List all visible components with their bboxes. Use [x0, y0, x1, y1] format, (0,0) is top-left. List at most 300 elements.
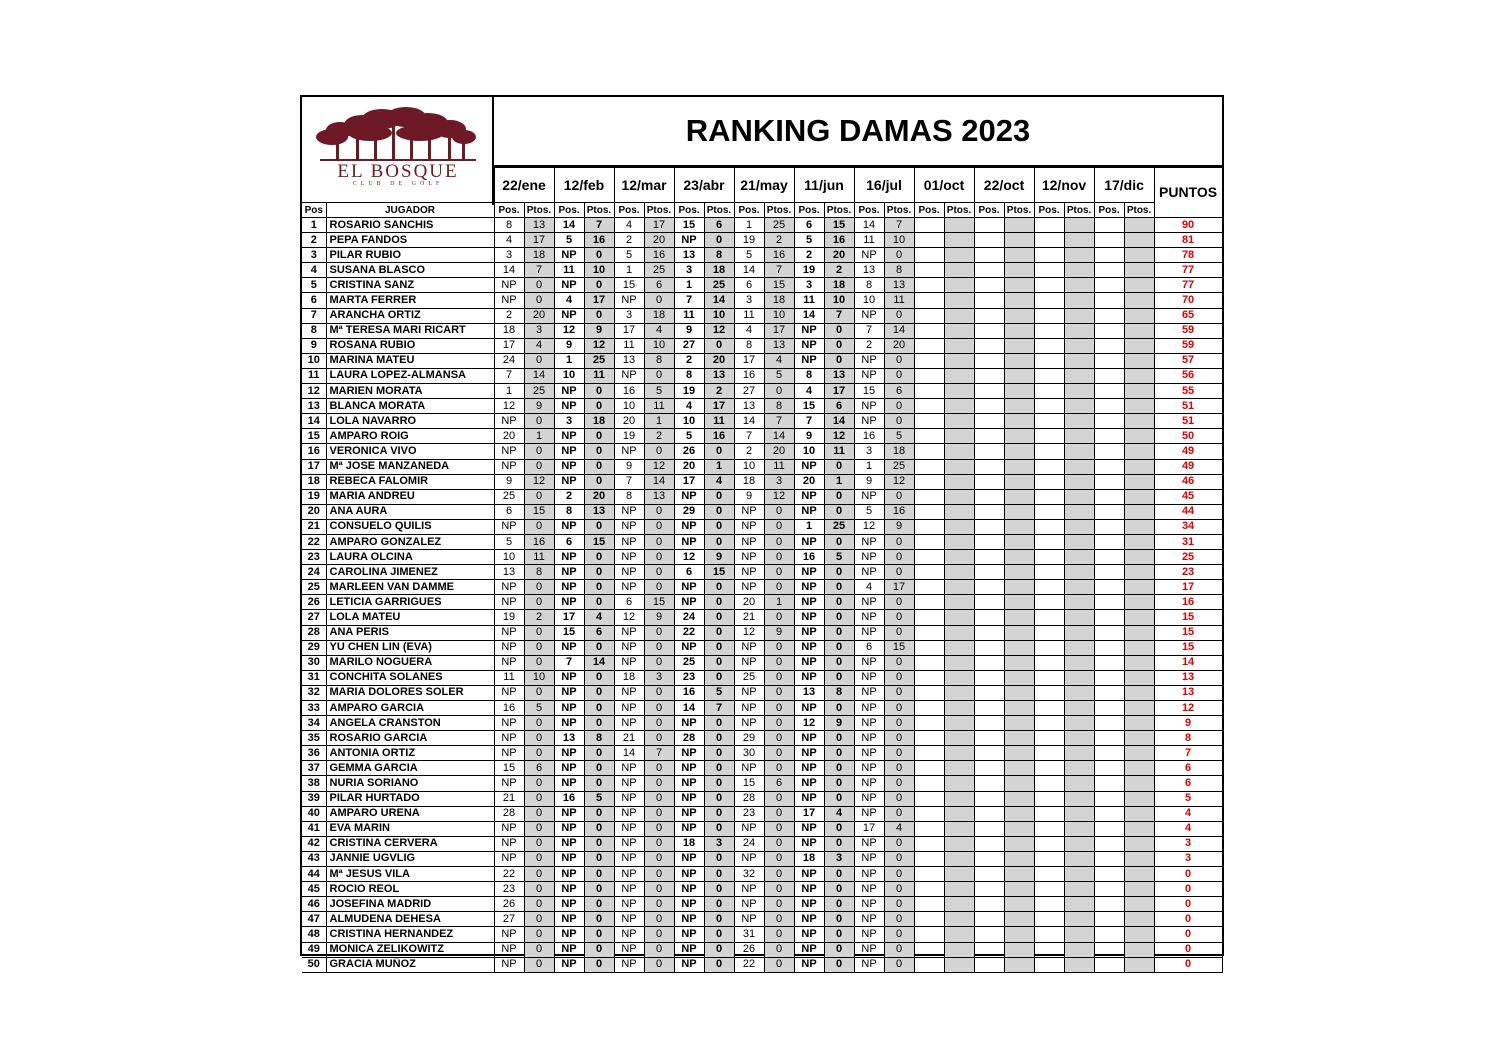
event-points-cell: 0 [704, 806, 734, 821]
event-position-cell [1094, 474, 1124, 489]
event-points-cell [1064, 233, 1094, 248]
event-points-cell: 0 [824, 580, 854, 595]
event-points-cell: 0 [584, 459, 614, 474]
event-position-cell [974, 867, 1004, 882]
event-position-cell [1094, 851, 1124, 866]
event-points-cell: 0 [644, 534, 674, 549]
event-points-cell: 15 [704, 565, 734, 580]
sub-points-header: Ptos. [944, 203, 974, 218]
event-points-cell: 0 [584, 957, 614, 972]
event-points-cell [1064, 897, 1094, 912]
event-position-cell: NP [494, 731, 524, 746]
event-position-cell [1034, 806, 1064, 821]
event-position-cell [974, 308, 1004, 323]
event-points-cell [1064, 912, 1094, 927]
table-row [302, 429, 1222, 444]
total-points: 23 [1154, 565, 1222, 580]
event-points-cell: 6 [764, 776, 794, 791]
event-position-cell: NP [554, 867, 584, 882]
event-points-cell: 1 [764, 595, 794, 610]
event-points-cell [1064, 384, 1094, 399]
event-position-cell: 6 [854, 640, 884, 655]
event-position-cell [1094, 368, 1124, 383]
event-position-cell [914, 897, 944, 912]
event-points-cell [1004, 670, 1034, 685]
event-points-cell: 0 [704, 444, 734, 459]
player-name: CRISTINA SANZ [326, 278, 494, 293]
event-position-cell: NP [794, 746, 824, 761]
player-name: MARILO NOGUERA [326, 655, 494, 670]
event-position-cell [914, 640, 944, 655]
event-position-cell: NP [614, 701, 644, 716]
event-points-cell: 11 [824, 444, 854, 459]
event-points-cell: 0 [644, 731, 674, 746]
event-position-cell [1034, 836, 1064, 851]
event-points-cell: 16 [524, 534, 554, 549]
rank-position: 36 [302, 746, 326, 761]
event-points-cell: 0 [824, 912, 854, 927]
event-points-cell [944, 882, 974, 897]
event-position-cell [1094, 414, 1124, 429]
event-position-cell: 1 [554, 353, 584, 368]
event-points-cell: 11 [884, 293, 914, 308]
event-position-cell: 17 [494, 338, 524, 353]
event-position-cell [1094, 746, 1124, 761]
event-position-cell [974, 459, 1004, 474]
event-position-cell: NP [734, 897, 764, 912]
event-points-cell: 0 [764, 942, 794, 957]
sub-points-header: Ptos. [1004, 203, 1034, 218]
event-position-cell: NP [854, 701, 884, 716]
event-position-cell: NP [494, 580, 524, 595]
event-points-cell: 0 [704, 851, 734, 866]
event-points-cell: 0 [764, 550, 794, 565]
player-name: MARLEEN VAN DAMME [326, 580, 494, 595]
event-points-cell: 0 [824, 534, 854, 549]
event-points-cell [944, 293, 974, 308]
event-points-cell: 0 [884, 625, 914, 640]
event-points-cell: 0 [584, 580, 614, 595]
event-position-cell: 15 [734, 776, 764, 791]
event-position-cell [1094, 897, 1124, 912]
event-position-cell: 16 [494, 701, 524, 716]
sub-position-header: Pos. [854, 203, 884, 218]
total-points: 13 [1154, 670, 1222, 685]
total-points: 49 [1154, 459, 1222, 474]
event-points-cell: 16 [824, 233, 854, 248]
event-points-cell: 0 [704, 504, 734, 519]
event-position-cell: 3 [494, 248, 524, 263]
event-points-cell [1124, 701, 1154, 716]
player-name: REBECA FALOMIR [326, 474, 494, 489]
event-points-cell: 0 [524, 459, 554, 474]
event-position-cell: NP [794, 595, 824, 610]
event-points-cell: 11 [584, 368, 614, 383]
event-position-cell: 14 [794, 308, 824, 323]
event-position-cell: 29 [734, 731, 764, 746]
event-position-cell: 28 [494, 806, 524, 821]
player-name: EVA MARIN [326, 821, 494, 836]
total-points: 0 [1154, 882, 1222, 897]
event-points-cell [1064, 927, 1094, 942]
event-position-cell [974, 248, 1004, 263]
event-position-cell: NP [854, 912, 884, 927]
event-points-cell [1004, 323, 1034, 338]
event-position-cell: NP [794, 353, 824, 368]
total-points: 51 [1154, 399, 1222, 414]
total-points: 0 [1154, 897, 1222, 912]
tournament-date-header: 12/feb [554, 168, 614, 203]
event-points-cell: 0 [704, 534, 734, 549]
event-position-cell: NP [554, 882, 584, 897]
total-points: 16 [1154, 595, 1222, 610]
event-position-cell [974, 595, 1004, 610]
event-points-cell [1064, 534, 1094, 549]
event-points-cell [1064, 625, 1094, 640]
event-points-cell [944, 308, 974, 323]
event-position-cell: NP [554, 821, 584, 836]
event-position-cell: 7 [494, 368, 524, 383]
event-position-cell: NP [794, 731, 824, 746]
player-name: LAURA OLCINA [326, 550, 494, 565]
event-points-cell [1004, 927, 1034, 942]
event-position-cell [974, 263, 1004, 278]
event-points-cell [1124, 655, 1154, 670]
event-points-cell: 3 [524, 323, 554, 338]
event-position-cell: NP [614, 957, 644, 972]
rank-position: 11 [302, 368, 326, 383]
event-position-cell: 8 [614, 489, 644, 504]
event-points-cell: 0 [644, 565, 674, 580]
total-points: 7 [1154, 746, 1222, 761]
event-position-cell: 23 [734, 806, 764, 821]
event-position-cell: 10 [854, 293, 884, 308]
event-points-cell: 7 [704, 701, 734, 716]
event-position-cell: NP [674, 489, 704, 504]
player-name: LAURA LOPEZ-ALMANSA [326, 368, 494, 383]
event-points-cell: 9 [704, 550, 734, 565]
event-position-cell: 10 [554, 368, 584, 383]
total-points: 6 [1154, 776, 1222, 791]
rank-position: 2 [302, 233, 326, 248]
event-points-cell: 0 [524, 957, 554, 972]
event-position-cell: NP [614, 580, 644, 595]
event-points-cell: 0 [584, 444, 614, 459]
table-row [302, 701, 1222, 716]
event-points-cell [944, 368, 974, 383]
event-points-cell: 5 [764, 368, 794, 383]
event-points-cell: 0 [824, 338, 854, 353]
event-points-cell: 0 [884, 399, 914, 414]
event-position-cell: NP [854, 867, 884, 882]
event-position-cell [914, 565, 944, 580]
player-header: JUGADOR [326, 203, 494, 218]
event-position-cell [1034, 248, 1064, 263]
event-position-cell [1094, 761, 1124, 776]
event-position-cell: NP [674, 595, 704, 610]
event-position-cell: NP [794, 610, 824, 625]
player-name: Mª JOSE MANZANEDA [326, 459, 494, 474]
event-points-cell: 0 [704, 912, 734, 927]
rank-position: 34 [302, 716, 326, 731]
event-points-cell [1004, 459, 1034, 474]
event-position-cell: 17 [854, 821, 884, 836]
event-points-cell: 0 [704, 897, 734, 912]
event-points-cell: 18 [584, 414, 614, 429]
event-position-cell: NP [554, 685, 584, 700]
player-name: GEMMA GARCIA [326, 761, 494, 776]
event-points-cell: 17 [704, 399, 734, 414]
event-points-cell [1064, 882, 1094, 897]
event-position-cell [914, 338, 944, 353]
event-points-cell [1124, 836, 1154, 851]
event-points-cell: 17 [884, 580, 914, 595]
total-points: 56 [1154, 368, 1222, 383]
event-position-cell [1034, 670, 1064, 685]
event-position-cell [974, 610, 1004, 625]
event-position-cell: NP [674, 897, 704, 912]
event-position-cell: 7 [794, 414, 824, 429]
event-position-cell: NP [554, 897, 584, 912]
event-points-cell: 0 [644, 761, 674, 776]
event-points-cell: 0 [884, 308, 914, 323]
event-points-cell [944, 731, 974, 746]
event-position-cell [1094, 867, 1124, 882]
event-position-cell: NP [794, 655, 824, 670]
event-position-cell [1034, 278, 1064, 293]
event-position-cell: NP [554, 308, 584, 323]
event-points-cell: 4 [884, 821, 914, 836]
event-position-cell: 16 [674, 685, 704, 700]
event-position-cell: NP [614, 444, 644, 459]
event-points-cell: 0 [824, 746, 854, 761]
event-points-cell: 20 [764, 444, 794, 459]
event-position-cell: 9 [734, 489, 764, 504]
event-position-cell: NP [854, 308, 884, 323]
event-position-cell [1094, 640, 1124, 655]
event-position-cell [974, 580, 1004, 595]
event-points-cell: 0 [524, 489, 554, 504]
event-position-cell [914, 218, 944, 233]
event-position-cell: 11 [794, 293, 824, 308]
event-points-cell: 17 [524, 233, 554, 248]
event-position-cell: NP [614, 882, 644, 897]
event-points-cell: 0 [824, 836, 854, 851]
event-points-cell: 0 [704, 927, 734, 942]
event-points-cell [944, 534, 974, 549]
event-position-cell: NP [494, 655, 524, 670]
total-points: 4 [1154, 821, 1222, 836]
event-points-cell: 16 [644, 248, 674, 263]
rank-position: 9 [302, 338, 326, 353]
event-position-cell: 2 [614, 233, 644, 248]
event-points-cell: 0 [884, 655, 914, 670]
event-points-cell: 8 [824, 685, 854, 700]
event-points-cell: 0 [524, 716, 554, 731]
rank-position: 26 [302, 595, 326, 610]
event-position-cell: NP [674, 867, 704, 882]
event-position-cell [914, 368, 944, 383]
event-points-cell: 0 [704, 776, 734, 791]
event-points-cell [1064, 323, 1094, 338]
event-position-cell: NP [554, 851, 584, 866]
event-points-cell: 12 [584, 338, 614, 353]
event-points-cell: 25 [764, 218, 794, 233]
event-points-cell: 0 [824, 957, 854, 972]
event-points-cell: 0 [884, 716, 914, 731]
table-row [302, 278, 1222, 293]
event-points-cell: 0 [704, 761, 734, 776]
event-points-cell: 0 [644, 912, 674, 927]
event-position-cell: 4 [794, 384, 824, 399]
sub-position-header: Pos. [734, 203, 764, 218]
event-position-cell: NP [854, 882, 884, 897]
sub-position-header: Pos. [614, 203, 644, 218]
event-position-cell: NP [734, 640, 764, 655]
event-position-cell: 28 [734, 791, 764, 806]
event-points-cell: 0 [704, 580, 734, 595]
event-position-cell: NP [674, 534, 704, 549]
event-position-cell: NP [854, 625, 884, 640]
event-points-cell: 25 [524, 384, 554, 399]
event-position-cell: NP [674, 957, 704, 972]
event-position-cell: NP [794, 489, 824, 504]
event-position-cell: 4 [674, 399, 704, 414]
event-points-cell [1064, 414, 1094, 429]
player-name: ANGELA CRANSTON [326, 716, 494, 731]
event-position-cell: NP [494, 625, 524, 640]
event-position-cell: 15 [854, 384, 884, 399]
event-position-cell [914, 957, 944, 972]
event-position-cell: NP [614, 550, 644, 565]
event-points-cell: 0 [704, 338, 734, 353]
event-position-cell [914, 655, 944, 670]
event-points-cell: 0 [644, 867, 674, 882]
event-points-cell: 18 [644, 308, 674, 323]
rank-position: 25 [302, 580, 326, 595]
event-position-cell: 23 [494, 882, 524, 897]
event-points-cell: 0 [884, 942, 914, 957]
event-points-cell [1004, 685, 1034, 700]
event-points-cell [1004, 580, 1034, 595]
event-position-cell: NP [614, 821, 644, 836]
event-position-cell: 14 [614, 746, 644, 761]
event-points-cell: 0 [884, 534, 914, 549]
player-name: ANTONIA ORTIZ [326, 746, 494, 761]
event-position-cell [1094, 776, 1124, 791]
event-points-cell: 18 [704, 263, 734, 278]
event-points-cell: 7 [524, 263, 554, 278]
event-position-cell: 1 [614, 263, 644, 278]
event-points-cell [1064, 293, 1094, 308]
event-position-cell: 11 [674, 308, 704, 323]
player-name: CRISTINA CERVERA [326, 836, 494, 851]
table-row [302, 716, 1222, 731]
event-position-cell: NP [794, 882, 824, 897]
event-points-cell: 0 [524, 444, 554, 459]
event-points-cell: 0 [644, 701, 674, 716]
sub-position-header: Pos. [554, 203, 584, 218]
event-points-cell: 0 [824, 791, 854, 806]
event-position-cell: NP [674, 716, 704, 731]
event-position-cell [914, 685, 944, 700]
event-position-cell [974, 519, 1004, 534]
event-points-cell [944, 957, 974, 972]
event-position-cell [1034, 323, 1064, 338]
event-position-cell [974, 882, 1004, 897]
event-points-cell: 14 [764, 429, 794, 444]
event-points-cell: 0 [884, 836, 914, 851]
event-points-cell [1064, 942, 1094, 957]
event-position-cell: 10 [494, 550, 524, 565]
event-points-cell: 0 [524, 897, 554, 912]
sub-points-header: Ptos. [584, 203, 614, 218]
event-position-cell: 10 [614, 399, 644, 414]
event-position-cell: NP [614, 897, 644, 912]
event-position-cell [914, 504, 944, 519]
event-points-cell [1004, 761, 1034, 776]
event-position-cell: 1 [674, 278, 704, 293]
event-position-cell [1034, 957, 1064, 972]
event-points-cell [1124, 912, 1154, 927]
event-points-cell: 0 [584, 867, 614, 882]
event-position-cell: NP [734, 716, 764, 731]
event-points-cell: 0 [524, 353, 554, 368]
event-position-cell: NP [794, 625, 824, 640]
event-points-cell [1004, 534, 1034, 549]
event-position-cell [974, 806, 1004, 821]
event-points-cell [1004, 278, 1034, 293]
event-position-cell: NP [674, 821, 704, 836]
table-row [302, 399, 1222, 414]
event-points-cell: 0 [824, 610, 854, 625]
event-position-cell: NP [794, 701, 824, 716]
event-points-cell [1124, 685, 1154, 700]
event-position-cell: 18 [614, 670, 644, 685]
event-points-cell [1004, 308, 1034, 323]
event-points-cell: 0 [524, 278, 554, 293]
event-position-cell [1034, 384, 1064, 399]
table-row [302, 338, 1222, 353]
event-points-cell: 0 [884, 595, 914, 610]
event-points-cell: 0 [884, 851, 914, 866]
table-row [302, 882, 1222, 897]
event-position-cell [1094, 655, 1124, 670]
event-points-cell: 8 [884, 263, 914, 278]
event-points-cell: 0 [764, 384, 794, 399]
event-points-cell [1124, 248, 1154, 263]
event-points-cell [1064, 338, 1094, 353]
event-points-cell [1004, 625, 1034, 640]
event-position-cell: 25 [674, 655, 704, 670]
event-position-cell: NP [734, 519, 764, 534]
event-position-cell [1094, 912, 1124, 927]
event-points-cell [1064, 519, 1094, 534]
event-points-cell [944, 474, 974, 489]
event-points-cell: 0 [524, 942, 554, 957]
event-position-cell [974, 685, 1004, 700]
player-name: PEPA FANDOS [326, 233, 494, 248]
event-points-cell: 0 [584, 897, 614, 912]
event-position-cell: NP [854, 942, 884, 957]
event-position-cell [914, 851, 944, 866]
event-position-cell: 6 [494, 504, 524, 519]
event-position-cell [974, 731, 1004, 746]
total-points: 65 [1154, 308, 1222, 323]
event-points-cell [1124, 338, 1154, 353]
event-points-cell: 0 [644, 851, 674, 866]
event-position-cell [914, 746, 944, 761]
